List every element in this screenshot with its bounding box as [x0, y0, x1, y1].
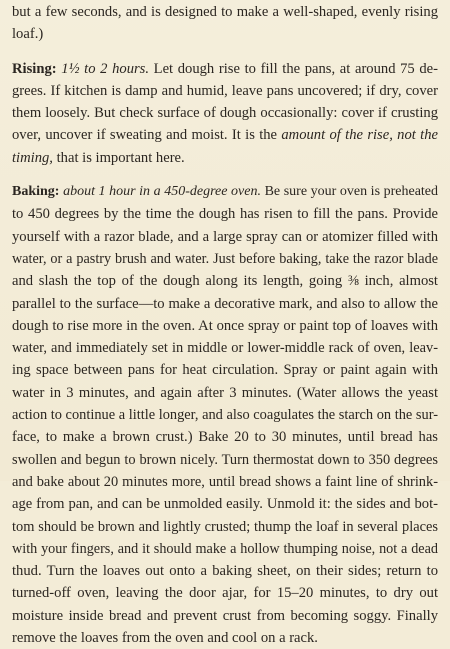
text-line — [12, 147, 438, 169]
rising-heading: Rising: — [12, 60, 57, 77]
emphasis-text: amount of the rise, not the — [281, 127, 438, 144]
text-line — [12, 58, 438, 80]
baking-time: about 1 hour in a 450-degree oven. — [63, 184, 261, 200]
text-line: remove the loaves from the oven and cool on a rack. — [12, 630, 318, 647]
text-line: parallel to the surface—to make a decorative mark, and also to allow the — [12, 295, 438, 312]
text-line: turned-off oven, leaving the door ajar, for 15–20 minutes, to dry out — [12, 585, 438, 602]
text-line: dough to rise more in the oven. At once spray or paint top of loaves with — [12, 317, 438, 334]
baking-heading: Baking: — [12, 184, 60, 200]
baking-paragraph — [12, 181, 438, 649]
text-line: and bake about 20 minutes more, until bread shows a faint line of shrink- — [12, 473, 438, 490]
text-line — [12, 124, 438, 146]
text-line — [12, 181, 438, 203]
text-span: over, uncover if sweating and moist. It is the — [12, 127, 278, 144]
text-line: yourself with a razor blade, and a large spray can or atomizer filled with — [12, 228, 438, 245]
text-line: with your fingers, and it should make a hollow thumping noise, not a dead — [12, 540, 438, 557]
text-line: moisture inside bread and prevent crust from becoming soggy. Finally — [12, 607, 438, 624]
emphasis-text: timing, — [12, 149, 53, 166]
text-line: thud. Turn the loaves out onto a baking sheet, on their sides; return to — [12, 563, 438, 580]
text-line: face, to make a brown crust.) Bake 20 to 30 minutes, until bread has — [12, 429, 438, 446]
text-line: loaf.) — [12, 26, 44, 43]
text-line: tom should be brown and lightly crusted; thump the loaf in several places — [12, 518, 438, 535]
text-line: water, or a pastry brush and water. Just before baking, take the razor blade — [12, 250, 438, 267]
text-line: grees. If kitchen is damp and humid, leave pans uncovered; if dry, cover — [12, 82, 438, 99]
text-line: but a few seconds, and is designed to make a well-shaped, evenly rising — [12, 4, 438, 20]
text-line: ing space between pans for heat circulation. Spray or paint again with — [12, 362, 438, 379]
text-line: and slash the top of the dough along its length, going ⅜ inch, almost — [12, 273, 438, 290]
text-line: water in 3 minutes, and again after 3 minutes. (Water allows the yeast — [12, 384, 438, 401]
text-line: action to continue a little longer, and also coagulates the starch on the sur- — [12, 407, 438, 424]
rising-time: 1½ to 2 hours. — [61, 60, 149, 77]
paragraph-gap — [12, 46, 438, 58]
text-line: them loosely. But check surface of dough occasionally: cover if crusting — [12, 105, 438, 122]
rising-paragraph — [12, 58, 438, 169]
text-span: Let dough rise to fill the pans, at around 75 de- — [153, 60, 439, 77]
text-line: water, and immediately set in middle or lower-middle rack of oven, leav- — [12, 340, 438, 357]
text-span: that is important here. — [56, 149, 185, 166]
text-line: swollen and begun to brown nicely. Turn thermostat down to 350 degrees — [12, 451, 438, 468]
paragraph-gap — [12, 169, 438, 181]
text-line: to 450 degrees by the time the dough has risen to fill the pans. Provide — [12, 206, 438, 223]
intro-paragraph — [12, 1, 438, 46]
text-line: age from pan, and can be unmolded easily. Unmold it: the sides and bot- — [12, 496, 438, 513]
text-span: Be sure your oven is preheated — [264, 184, 439, 200]
